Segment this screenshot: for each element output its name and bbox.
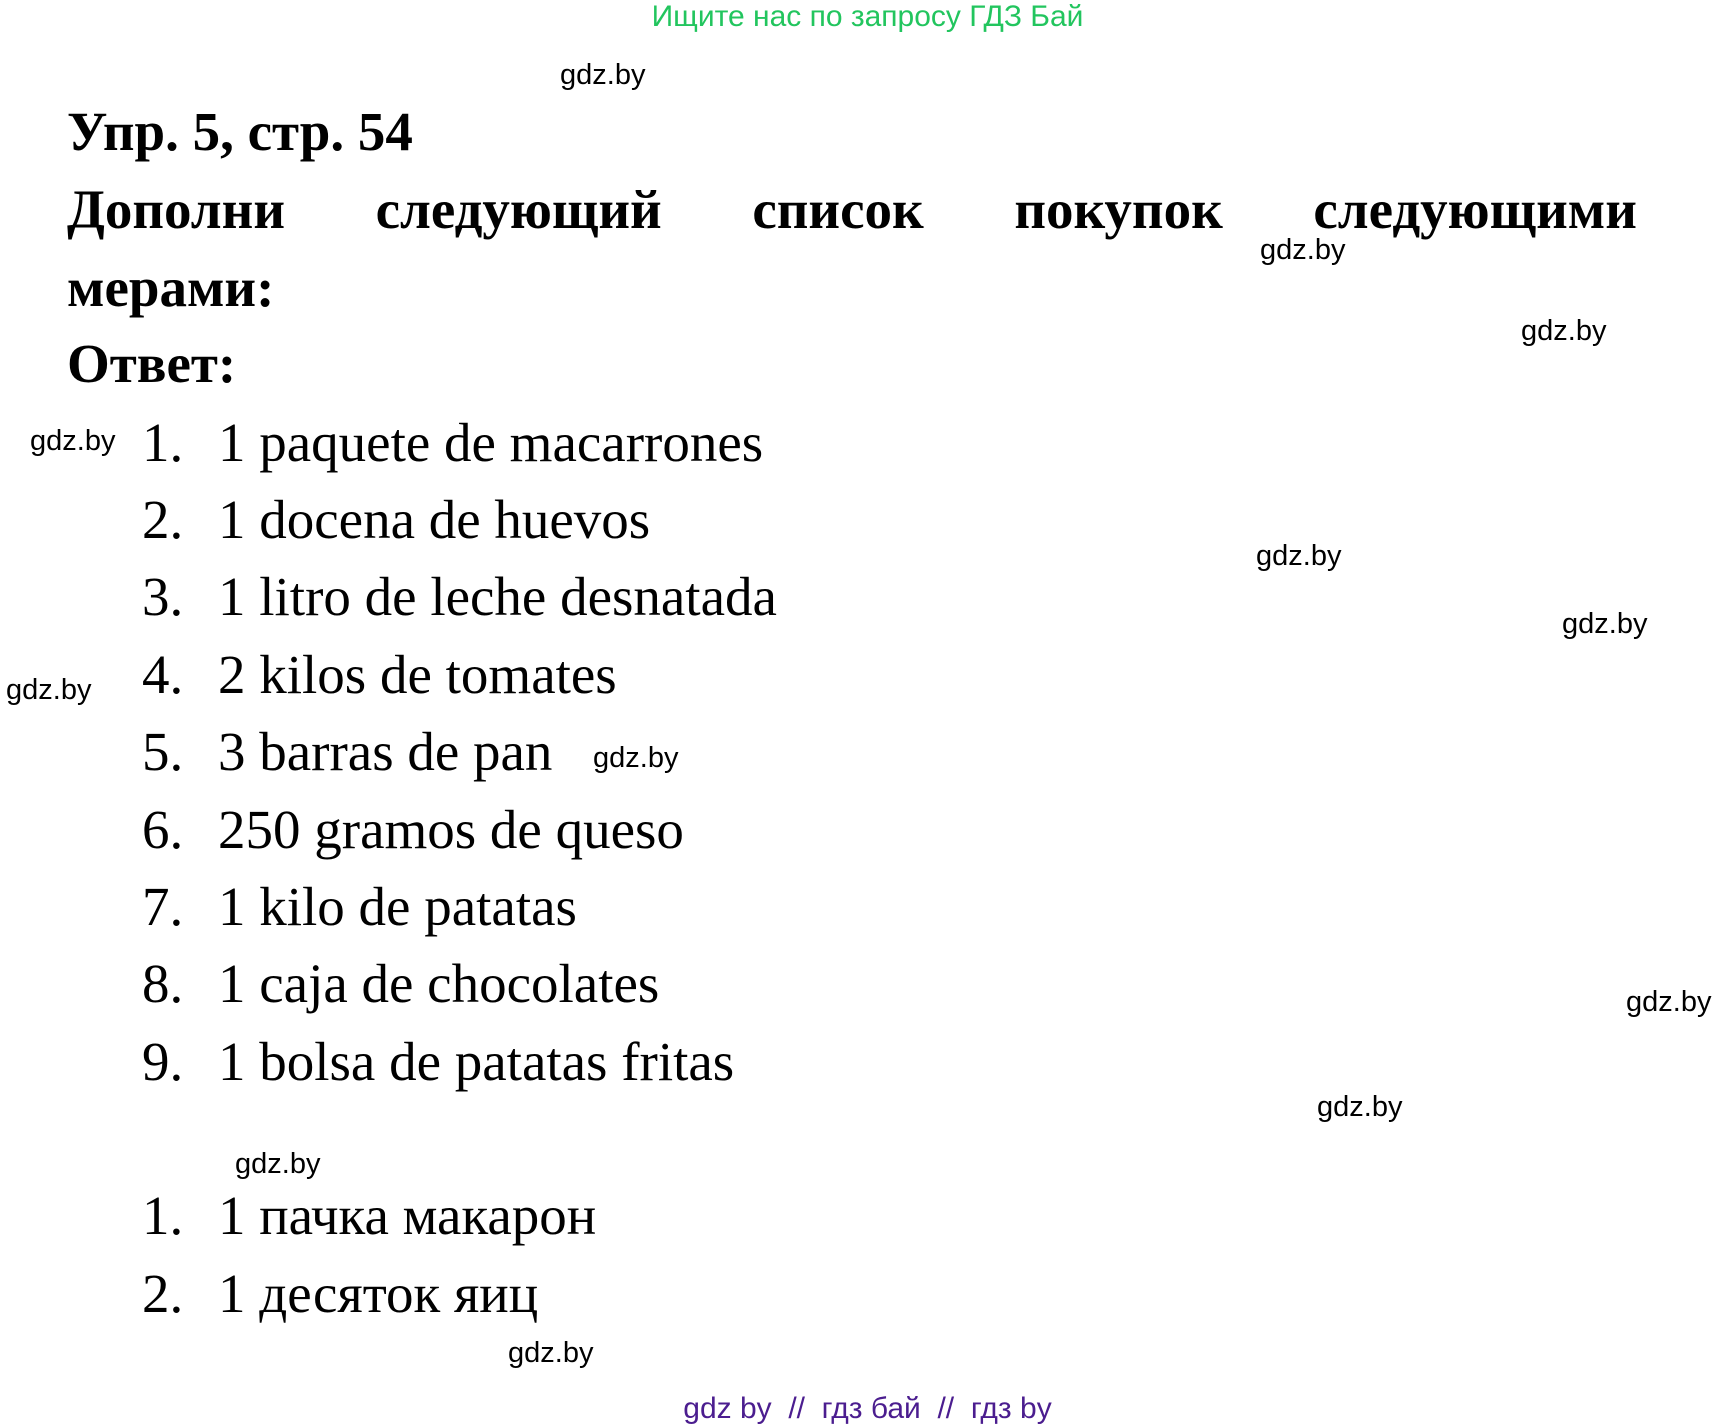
list-item-text: 1 caja de chocolates <box>218 953 660 1014</box>
list-item-text: 1 bolsa de patatas fritas <box>218 1031 735 1092</box>
list-item-number: 1. <box>142 1185 184 1246</box>
task-instruction-end: мерами: <box>67 257 275 318</box>
list-item <box>142 413 763 473</box>
list-item-number: 8. <box>142 953 184 1014</box>
task-word: список <box>752 179 924 240</box>
list-item <box>142 1264 538 1324</box>
list-item-number: 4. <box>142 644 184 705</box>
list-item <box>142 645 617 705</box>
watermark-text: gdz.by <box>1521 315 1607 347</box>
list-item-text: 1 пачка макарон <box>218 1185 597 1246</box>
list-item-number: 7. <box>142 876 184 937</box>
list-item <box>142 800 684 860</box>
answer-label: Ответ: <box>67 333 237 394</box>
list-item-text: 2 kilos de tomates <box>218 644 617 705</box>
task-word: следующими <box>1313 179 1637 240</box>
footer-links-text: gdz by // гдз бай // гдз by <box>683 1392 1052 1425</box>
task-instruction-line <box>67 180 1637 240</box>
list-item-text: 1 десяток яиц <box>218 1263 539 1324</box>
list-item-text: 250 gramos de queso <box>218 799 684 860</box>
list-item <box>142 954 659 1014</box>
list-item <box>142 877 577 937</box>
list-item <box>142 567 777 627</box>
task-word: Дополни <box>67 179 286 240</box>
watermark-text: gdz.by <box>235 1148 321 1180</box>
list-item-number: 9. <box>142 1031 184 1092</box>
watermark-text: gdz.by <box>560 59 646 91</box>
watermark-text: gdz.by <box>30 425 116 457</box>
list-item-number: 1. <box>142 412 184 473</box>
list-item-number: 2. <box>142 1263 184 1324</box>
watermark-text: gdz.by <box>508 1337 594 1369</box>
watermark-text: gdz.by <box>1256 540 1342 572</box>
list-item-text: 1 litro de leche desnatada <box>218 566 777 627</box>
list-item-number: 5. <box>142 721 184 782</box>
watermark-text: gdz.by <box>6 674 92 706</box>
list-item-number: 2. <box>142 489 184 550</box>
watermark-text: gdz.by <box>1626 986 1712 1018</box>
task-word: покупок <box>1014 179 1223 240</box>
top-banner-text: Ищите нас по запросу ГДЗ Бай <box>651 0 1084 33</box>
list-item <box>142 1186 596 1246</box>
task-word: следующий <box>375 179 662 240</box>
list-item <box>142 490 650 550</box>
list-item-text: 3 barras de pan <box>218 721 553 782</box>
watermark-text: gdz.by <box>593 742 679 774</box>
list-item-text: 1 docena de huevos <box>218 489 651 550</box>
list-item-text: 1 kilo de patatas <box>218 876 577 937</box>
list-item-text: 1 paquete de macarrones <box>218 412 764 473</box>
watermark-text: gdz.by <box>1562 608 1648 640</box>
list-item-number: 3. <box>142 566 184 627</box>
list-item <box>142 1032 734 1092</box>
list-item-number: 6. <box>142 799 184 860</box>
watermark-text: gdz.by <box>1317 1091 1403 1123</box>
watermark-text: gdz.by <box>1260 234 1346 266</box>
list-item <box>142 722 552 782</box>
exercise-title: Упр. 5, стр. 54 <box>67 101 413 162</box>
